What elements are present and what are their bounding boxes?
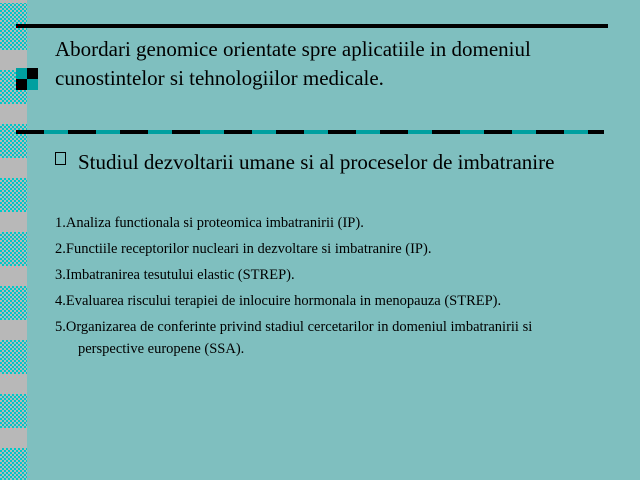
square-teal [16,68,27,79]
top-rule [16,24,608,28]
strip-band [0,0,27,3]
main-bullet-text: Studiul dezvoltarii umane si al proceselor de imbatranire [78,150,555,174]
list-item: 5.Organizarea de conferinte privind stadiul cercetarilor in domeniul imbatranirii si perspective europene (SSA). [55,319,533,357]
strip-band [0,266,27,286]
list-item: 4.Evaluarea riscului terapiei de inlocuire hormonala in menopauza (STREP). [55,293,502,309]
list-item: 1.Analiza functionala si proteomica imbatranirii (IP). [55,215,364,231]
strip-band [0,374,27,394]
strip-band [0,212,27,232]
square-black [27,68,38,79]
strip-band [0,158,27,178]
bullet-icon [55,152,66,165]
strip-band [0,428,27,448]
decorative-squares [16,68,38,90]
list-item: 3.Imbatranirea tesutului elastic (STREP). [55,267,295,283]
main-bullet [55,148,595,177]
square-black [16,79,27,90]
strip-band [0,320,27,340]
square-teal [27,79,38,90]
numbered-list [55,212,595,364]
strip-band [0,50,27,70]
list-item: 2.Functiile receptorilor nucleari in dezvoltare si imbatranire (IP). [55,241,432,257]
slide-title: Abordari genomice orientate spre aplicatiile in domeniul cunostintelor si tehnologiilor medicale. [55,37,531,90]
strip-band [0,104,27,124]
dashed-divider [16,130,604,134]
